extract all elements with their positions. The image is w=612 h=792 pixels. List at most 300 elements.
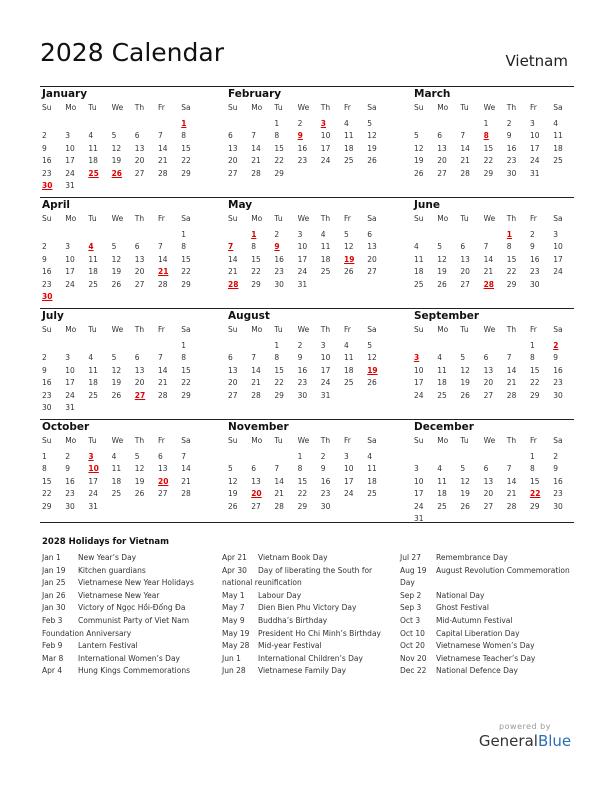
holiday-day: 20 [251,489,262,499]
day-number: 27 [483,390,494,400]
day-number: 4 [88,353,94,363]
holiday-date: Jun 28 [222,666,246,676]
day-number: 19 [111,267,122,277]
day-number: 4 [111,452,117,461]
holiday-name: International Children’s Day [258,653,363,663]
day-number: 16 [297,143,308,153]
weekday-label: Tu [460,214,469,223]
weekday-label: Fr [530,436,537,445]
weekday-label: We [297,325,310,334]
day-number: 19 [111,156,122,166]
holiday-item [42,590,217,603]
holiday-date: May 1 [222,590,245,600]
day-number: 23 [553,378,563,388]
holiday-item [42,565,217,578]
holiday-item [222,628,397,641]
day-number: 5 [228,464,233,474]
holiday-day: 1 [506,230,513,239]
day-number: 18 [344,365,354,375]
holiday-day: 1 [251,230,257,239]
day-number: 2 [42,131,47,141]
day-number: 28 [506,390,517,400]
day-number: 2 [297,341,303,350]
day-number: 19 [437,267,447,277]
day-number: 25 [88,390,98,400]
day-number: 20 [460,267,470,277]
day-number: 6 [228,131,233,141]
day-number: 12 [134,464,145,474]
day-number: 6 [228,353,233,363]
weekday-label: Th [134,436,145,445]
weekday-label: Sa [181,325,191,334]
day-number: 23 [42,390,52,400]
day-number: 13 [134,143,145,153]
weekday-label: Th [134,103,145,112]
day-number: 19 [414,156,424,166]
day-number: 16 [65,476,75,486]
day-number: 29 [42,501,52,511]
day-number: 13 [483,476,494,486]
day-number: 25 [88,279,98,289]
day-number: 29 [274,168,284,178]
holiday-name: President Ho Chi Minh’s Birthday [258,628,381,638]
day-number: 12 [437,254,447,264]
day-number: 16 [274,254,284,264]
holiday-day: 1 [181,119,187,128]
day-number: 6 [134,353,140,363]
weekday-label: Mo [437,103,449,112]
day-number: 10 [65,365,75,375]
weekday-header [226,436,388,448]
day-number: 24 [65,279,75,289]
day-number: 31 [65,403,75,412]
day-number: 30 [42,403,52,412]
weekday-label: We [483,325,496,334]
holiday-item [42,552,217,565]
day-number: 16 [553,476,563,486]
weekday-label: Sa [553,214,563,223]
day-number: 14 [158,365,168,375]
day-number: 20 [228,156,238,166]
day-number: 9 [42,254,47,264]
month-row [40,197,574,308]
day-number: 24 [530,156,540,166]
holiday-day: 26 [111,168,123,178]
brand-tagline: powered by [499,722,551,731]
day-number: 24 [297,267,308,277]
day-number: 19 [228,489,238,499]
weekday-header [412,214,574,226]
day-number: 20 [134,378,145,388]
weekday-label: Su [42,436,52,445]
day-number: 6 [460,242,466,252]
day-number: 2 [274,230,280,239]
day-number: 22 [181,267,191,277]
month-name: January [42,88,88,100]
day-number: 31 [88,501,98,511]
day-number: 12 [111,254,122,264]
day-number: 13 [134,254,145,264]
holiday-item [400,665,575,678]
holiday-item [222,590,397,603]
day-number: 29 [274,390,284,400]
day-number: 16 [553,365,563,375]
day-number: 21 [506,489,517,499]
day-number: 5 [344,230,349,239]
day-number: 2 [297,119,303,128]
day-number: 22 [297,489,308,499]
day-number: 20 [134,156,145,166]
day-number: 10 [414,365,424,375]
weekday-header [226,103,388,115]
day-number: 14 [460,143,470,153]
holiday-column [400,552,575,678]
day-number: 9 [65,464,70,474]
day-number: 18 [414,267,424,277]
day-number: 29 [506,279,517,289]
day-number: 11 [437,476,447,486]
weekday-label: Mo [65,436,77,445]
weekday-label: Tu [274,325,283,334]
day-number: 23 [297,156,308,166]
holiday-day: 21 [158,267,169,277]
country-label: Vietnam [505,52,568,70]
day-number: 4 [553,119,558,128]
day-number: 12 [460,365,470,375]
month-name: February [228,88,282,100]
day-number: 8 [274,353,280,363]
day-number: 10 [297,242,308,252]
day-number: 7 [460,131,466,141]
day-number: 11 [320,242,331,252]
day-number: 23 [320,489,331,499]
day-number: 15 [251,254,261,264]
holiday-date: May 19 [222,628,250,638]
holiday-item [400,628,575,641]
day-number: 12 [414,143,424,153]
holiday-name: Kitchen guardians [78,565,146,575]
day-number: 21 [460,156,470,166]
day-number: 3 [65,131,70,141]
day-number: 9 [530,242,535,252]
day-number: 16 [506,143,517,153]
holiday-name: Day of liberating the South for national reunification [222,565,373,588]
calendar-grid [40,86,574,530]
holiday-item [42,577,217,590]
weekday-label: Tu [88,325,97,334]
day-number: 1 [181,230,186,239]
weekday-label: Th [320,325,331,334]
weekday-label: Su [414,214,424,223]
day-number: 12 [228,476,238,486]
day-number: 23 [297,378,308,388]
day-number: 10 [344,464,354,474]
day-number: 22 [274,156,284,166]
day-number: 14 [506,365,517,375]
day-number: 19 [460,378,470,388]
holiday-day: 4 [88,242,94,252]
holiday-name: Victory of Ngọc Hồi-Đống Đa [78,603,186,613]
day-number: 29 [530,390,540,400]
weekday-label: Th [134,325,145,334]
weekday-label: Tu [460,325,469,334]
holiday-date: Jan 19 [42,565,66,575]
holiday-item [42,653,217,666]
holiday-date: Jun 1 [222,653,241,663]
day-number: 10 [553,242,563,252]
holiday-name: Vietnamese New Year [78,590,160,600]
day-number: 7 [251,353,256,363]
day-number: 1 [42,452,47,461]
weekday-label: Mo [251,214,263,223]
day-number: 21 [251,156,261,166]
weekday-label: Tu [274,214,283,223]
day-number: 18 [88,378,98,388]
weekday-label: Mo [65,214,77,223]
day-number: 4 [344,341,349,350]
day-number: 6 [483,353,489,363]
day-number: 15 [274,143,284,153]
day-number: 27 [437,168,447,178]
holiday-item [222,640,397,653]
month-september [412,309,574,419]
day-number: 30 [274,279,284,289]
day-number: 15 [483,143,494,153]
weekday-label: Fr [158,436,165,445]
holiday-name: International Women’s Day [78,653,180,663]
holiday-name: Ghost Festival [436,603,489,613]
day-number: 17 [414,489,424,499]
holiday-name: Mid-year Festival [258,641,322,651]
day-number: 22 [251,267,261,277]
day-number: 23 [65,489,75,499]
day-number: 11 [88,254,98,264]
day-number: 5 [367,341,372,350]
holiday-name: Vietnamese New Year Holidays [78,578,194,588]
day-number: 7 [251,131,256,141]
day-number: 31 [414,514,424,523]
month-row [40,308,574,419]
holiday-date: Jan 25 [42,578,66,588]
weekday-label: Sa [367,325,377,334]
day-number: 30 [506,168,517,178]
day-number: 18 [344,143,354,153]
day-number: 30 [65,501,75,511]
holiday-name: Lantern Festival [78,641,138,651]
day-number: 27 [251,501,261,511]
weekday-label: Mo [251,436,263,445]
holiday-day: 30 [42,292,53,301]
weekday-label: Tu [88,103,97,112]
weekday-label: Fr [530,214,537,223]
day-number: 25 [367,489,377,499]
day-number: 9 [553,464,558,474]
day-number: 20 [367,254,377,264]
holiday-item [222,552,397,565]
weekday-label: We [483,103,496,112]
weekday-header [40,325,202,337]
month-row [40,86,574,197]
day-number: 23 [42,168,52,178]
weekday-label: Th [506,325,517,334]
day-number: 4 [367,452,372,461]
holiday-date: Oct 10 [400,628,425,638]
day-number: 28 [158,390,168,400]
weekday-label: Tu [460,436,469,445]
day-number: 27 [158,489,168,499]
day-number: 7 [158,242,163,252]
weekday-label: We [111,214,124,223]
weekday-label: Su [228,103,238,112]
day-number: 18 [88,267,98,277]
month-april [40,198,202,308]
day-number: 14 [274,476,284,486]
day-number: 5 [437,242,442,252]
day-number: 7 [506,353,512,363]
day-number: 29 [530,501,540,511]
day-number: 14 [158,254,168,264]
holiday-day: 8 [483,131,489,141]
month-november [226,420,388,530]
day-number: 6 [158,452,163,461]
day-number: 27 [228,168,238,178]
day-number: 19 [367,143,377,153]
holiday-date: Oct 20 [400,641,425,651]
weekday-label: Sa [181,103,191,112]
day-number: 12 [367,353,377,363]
day-number: 5 [111,242,117,252]
day-number: 11 [111,464,122,474]
day-number: 6 [134,131,140,141]
day-number: 23 [42,279,52,289]
holiday-name: Labour Day [258,590,302,600]
day-number: 5 [111,131,117,141]
holiday-name: Vietnamese Women’s Day [436,641,535,651]
day-number: 20 [437,156,447,166]
brand-name [475,732,575,750]
day-number: 29 [181,279,191,289]
holiday-date: Sep 3 [400,603,422,613]
holiday-name: Vietnam Book Day [258,553,328,562]
day-number: 14 [483,254,494,264]
day-number: 21 [251,378,261,388]
weekday-header [412,325,574,337]
day-number: 15 [181,254,191,264]
holiday-name: Mid-Autumn Festival [436,615,513,625]
day-number: 11 [88,143,98,153]
day-number: 18 [553,143,563,153]
day-number: 16 [42,156,52,166]
day-number: 22 [483,156,494,166]
day-number: 10 [65,254,75,264]
day-number: 17 [414,378,424,388]
holiday-name: Remembrance Day [436,553,508,562]
day-number: 6 [483,464,489,474]
day-number: 5 [134,452,140,461]
day-number: 15 [274,365,284,375]
day-number: 13 [228,143,238,153]
day-number: 13 [251,476,261,486]
holiday-date: Sep 2 [400,590,422,600]
holiday-day: 9 [297,131,303,141]
day-number: 22 [274,378,284,388]
holiday-name: Vietnamese Family Day [258,666,347,676]
day-number: 2 [65,452,70,461]
day-number: 3 [530,119,535,128]
day-number: 21 [158,156,168,166]
holiday-date: May 28 [222,641,250,651]
day-number: 9 [42,365,47,375]
weekday-label: Su [414,436,424,445]
day-number: 3 [65,242,70,252]
day-number: 13 [437,143,447,153]
weekday-label: Tu [460,103,469,112]
day-number: 22 [506,267,517,277]
day-number: 4 [437,353,442,363]
day-number: 27 [134,168,145,178]
day-number: 28 [158,168,168,178]
day-number: 26 [437,279,447,289]
day-number: 26 [367,156,377,166]
day-number: 1 [530,452,535,461]
day-number: 30 [297,390,308,400]
day-number: 18 [111,476,122,486]
day-number: 17 [320,365,331,375]
brand-logo [475,722,575,750]
day-number: 14 [251,143,261,153]
holiday-item [42,602,217,615]
weekday-header [412,103,574,115]
holiday-day: 22 [530,489,541,499]
day-number: 15 [181,365,191,375]
holiday-date: Jul 27 [400,553,421,562]
holiday-name: New Year’s Day [78,553,137,562]
day-number: 26 [228,501,238,511]
day-number: 24 [414,501,424,511]
weekday-label: Sa [181,436,191,445]
month-name: October [42,421,90,433]
weekday-label: We [483,214,496,223]
day-number: 28 [251,168,261,178]
holiday-item [42,640,217,653]
weekday-label: Th [320,214,331,223]
day-number: 12 [111,365,122,375]
day-number: 14 [228,254,238,264]
weekday-label: Mo [251,325,263,334]
day-number: 11 [437,365,447,375]
day-number: 18 [367,476,377,486]
month-october [40,420,202,530]
holiday-day: 19 [367,365,378,375]
day-number: 3 [297,230,303,239]
holiday-day: 7 [228,242,234,252]
weekday-label: Sa [553,325,563,334]
day-number: 26 [111,390,122,400]
day-number: 26 [414,168,424,178]
holiday-item [400,552,575,565]
day-number: 30 [553,501,563,511]
holiday-name: Dien Bien Phu Victory Day [258,603,357,613]
weekday-label: Fr [344,214,351,223]
divider [40,522,574,523]
day-number: 24 [65,390,75,400]
weekday-header [40,436,202,448]
holiday-date: Jan 30 [42,603,66,613]
holiday-date: Feb 9 [42,641,63,651]
day-number: 31 [297,279,308,289]
day-number: 17 [65,156,75,166]
day-number: 27 [367,267,377,277]
